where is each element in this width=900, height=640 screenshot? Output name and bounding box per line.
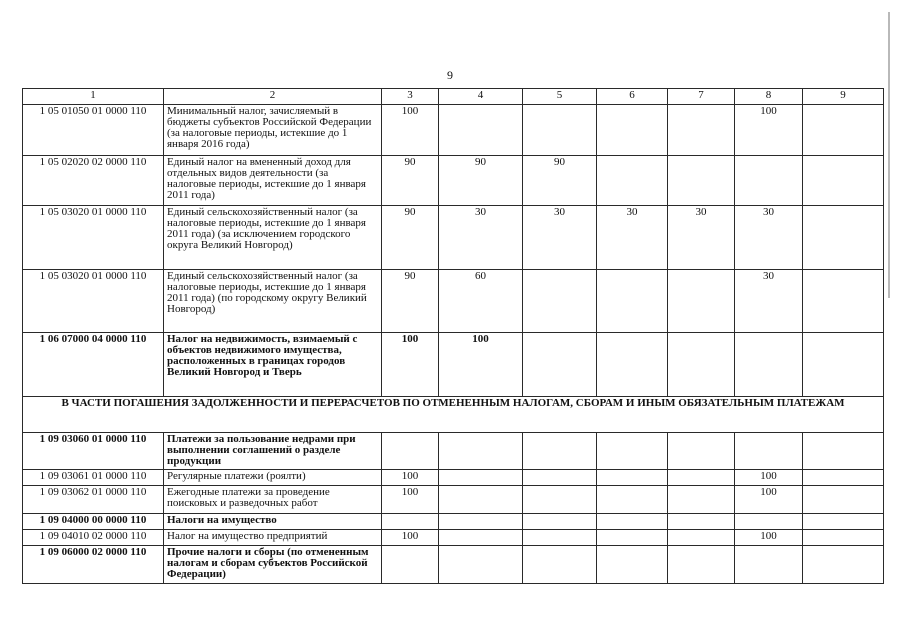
cell-col-8: 100	[735, 530, 803, 546]
row-name: Единый сельскохозяйственный налог (за налоговые периоды, истекшие до 1 января 2011 года) (по городскому округу Великий Новгород)	[164, 270, 382, 333]
cell-col-5	[523, 433, 597, 470]
row-code: 1 09 06000 02 0000 110	[23, 546, 164, 584]
table-row	[23, 530, 884, 546]
cell-col-4	[439, 486, 523, 514]
header-row	[23, 89, 884, 105]
table-row	[23, 486, 884, 514]
cell-col-6	[597, 514, 668, 530]
table-row	[23, 546, 884, 584]
cell-col-5	[523, 514, 597, 530]
row-name: Налог на недвижимость, взимаемый с объектов недвижимого имущества, расположенных в границах городов Великий Новгород и Тверь	[164, 333, 382, 397]
scan-edge-line	[888, 12, 890, 298]
cell-col-9	[803, 206, 884, 270]
cell-col-8	[735, 514, 803, 530]
cell-col-7: 30	[668, 206, 735, 270]
row-name: Минимальный налог, зачисляемый в бюджеты субъектов Российской Федерации (за налоговые периоды, истекшие до 1 января 2016 года)	[164, 105, 382, 156]
cell-col-5	[523, 546, 597, 584]
row-code: 1 09 03060 01 0000 110	[23, 433, 164, 470]
section-row	[23, 397, 884, 433]
row-name: Налог на имущество предприятий	[164, 530, 382, 546]
cell-col-8	[735, 433, 803, 470]
table-row	[23, 105, 884, 156]
cell-col-3	[382, 514, 439, 530]
table-row	[23, 433, 884, 470]
cell-col-6	[597, 530, 668, 546]
table-row	[23, 206, 884, 270]
cell-col-4	[439, 546, 523, 584]
cell-col-7	[668, 530, 735, 546]
cell-col-7	[668, 486, 735, 514]
cell-col-9	[803, 333, 884, 397]
cell-col-4: 60	[439, 270, 523, 333]
header-col-2: 2	[164, 89, 382, 105]
table-row	[23, 333, 884, 397]
section-title: В ЧАСТИ ПОГАШЕНИЯ ЗАДОЛЖЕННОСТИ И ПЕРЕРАСЧЕТОВ ПО ОТМЕНЕННЫМ НАЛОГАМ, СБОРАМ И ИНЫМ ОБЯЗАТЕЛЬНЫМ ПЛАТЕЖАМ	[23, 397, 884, 433]
cell-col-3: 100	[382, 333, 439, 397]
cell-col-8: 30	[735, 270, 803, 333]
cell-col-4	[439, 105, 523, 156]
cell-col-3: 90	[382, 270, 439, 333]
page-number: 9	[447, 68, 453, 82]
cell-col-3: 100	[382, 530, 439, 546]
row-code: 1 05 01050 01 0000 110	[23, 105, 164, 156]
cell-col-7	[668, 470, 735, 486]
cell-col-3	[382, 433, 439, 470]
row-name: Единый налог на вмененный доход для отдельных видов деятельности (за налоговые периоды, истекшие до 1 января 2011 года)	[164, 156, 382, 206]
row-name: Единый сельскохозяйственный налог (за налоговые периоды, истекшие до 1 января 2011 года) (за исключением городского округа Великий Новгород)	[164, 206, 382, 270]
cell-col-9	[803, 433, 884, 470]
header-col-6: 6	[597, 89, 668, 105]
cell-col-9	[803, 156, 884, 206]
header-col-1: 1	[23, 89, 164, 105]
header-col-8: 8	[735, 89, 803, 105]
cell-col-8: 30	[735, 206, 803, 270]
cell-col-5	[523, 105, 597, 156]
cell-col-5: 90	[523, 156, 597, 206]
row-code: 1 06 07000 04 0000 110	[23, 333, 164, 397]
cell-col-6: 30	[597, 206, 668, 270]
cell-col-9	[803, 530, 884, 546]
cell-col-4: 90	[439, 156, 523, 206]
cell-col-8: 100	[735, 486, 803, 514]
cell-col-3: 90	[382, 206, 439, 270]
table-row	[23, 270, 884, 333]
header-col-7: 7	[668, 89, 735, 105]
cell-col-7	[668, 270, 735, 333]
cell-col-5	[523, 270, 597, 333]
cell-col-5	[523, 530, 597, 546]
cell-col-5: 30	[523, 206, 597, 270]
cell-col-8	[735, 546, 803, 584]
budget-table	[22, 88, 884, 584]
cell-col-7	[668, 546, 735, 584]
cell-col-4	[439, 514, 523, 530]
cell-col-4: 100	[439, 333, 523, 397]
cell-col-5	[523, 486, 597, 514]
cell-col-7	[668, 156, 735, 206]
cell-col-9	[803, 546, 884, 584]
row-name: Прочие налоги и сборы (по отмененным налогам и сборам субъектов Российской Федерации)	[164, 546, 382, 584]
cell-col-4	[439, 470, 523, 486]
cell-col-3: 90	[382, 156, 439, 206]
cell-col-8	[735, 156, 803, 206]
cell-col-9	[803, 514, 884, 530]
row-code: 1 05 02020 02 0000 110	[23, 156, 164, 206]
cell-col-5	[523, 470, 597, 486]
row-name: Ежегодные платежи за проведение поисковых и разведочных работ	[164, 486, 382, 514]
row-code: 1 05 03020 01 0000 110	[23, 270, 164, 333]
row-code: 1 09 03061 01 0000 110	[23, 470, 164, 486]
row-name: Налоги на имущество	[164, 514, 382, 530]
cell-col-4	[439, 530, 523, 546]
cell-col-7	[668, 333, 735, 397]
header-col-9: 9	[803, 89, 884, 105]
header-col-3: 3	[382, 89, 439, 105]
table-row	[23, 514, 884, 530]
table-row	[23, 156, 884, 206]
cell-col-6	[597, 546, 668, 584]
cell-col-8: 100	[735, 105, 803, 156]
cell-col-9	[803, 486, 884, 514]
cell-col-3: 100	[382, 470, 439, 486]
cell-col-4: 30	[439, 206, 523, 270]
cell-col-6	[597, 270, 668, 333]
cell-col-6	[597, 486, 668, 514]
cell-col-3: 100	[382, 105, 439, 156]
cell-col-9	[803, 470, 884, 486]
cell-col-7	[668, 514, 735, 530]
header-col-5: 5	[523, 89, 597, 105]
cell-col-8: 100	[735, 470, 803, 486]
row-name: Платежи за пользование недрами при выполнении соглашений о разделе продукции	[164, 433, 382, 470]
row-name: Регулярные платежи (роялти)	[164, 470, 382, 486]
cell-col-6	[597, 105, 668, 156]
header-col-4: 4	[439, 89, 523, 105]
cell-col-9	[803, 105, 884, 156]
table-row	[23, 470, 884, 486]
cell-col-3: 100	[382, 486, 439, 514]
row-code: 1 05 03020 01 0000 110	[23, 206, 164, 270]
row-code: 1 09 03062 01 0000 110	[23, 486, 164, 514]
cell-col-6	[597, 156, 668, 206]
cell-col-6	[597, 433, 668, 470]
row-code: 1 09 04010 02 0000 110	[23, 530, 164, 546]
cell-col-8	[735, 333, 803, 397]
cell-col-4	[439, 433, 523, 470]
cell-col-3	[382, 546, 439, 584]
row-code: 1 09 04000 00 0000 110	[23, 514, 164, 530]
cell-col-6	[597, 333, 668, 397]
cell-col-7	[668, 105, 735, 156]
cell-col-7	[668, 433, 735, 470]
cell-col-6	[597, 470, 668, 486]
cell-col-5	[523, 333, 597, 397]
cell-col-9	[803, 270, 884, 333]
